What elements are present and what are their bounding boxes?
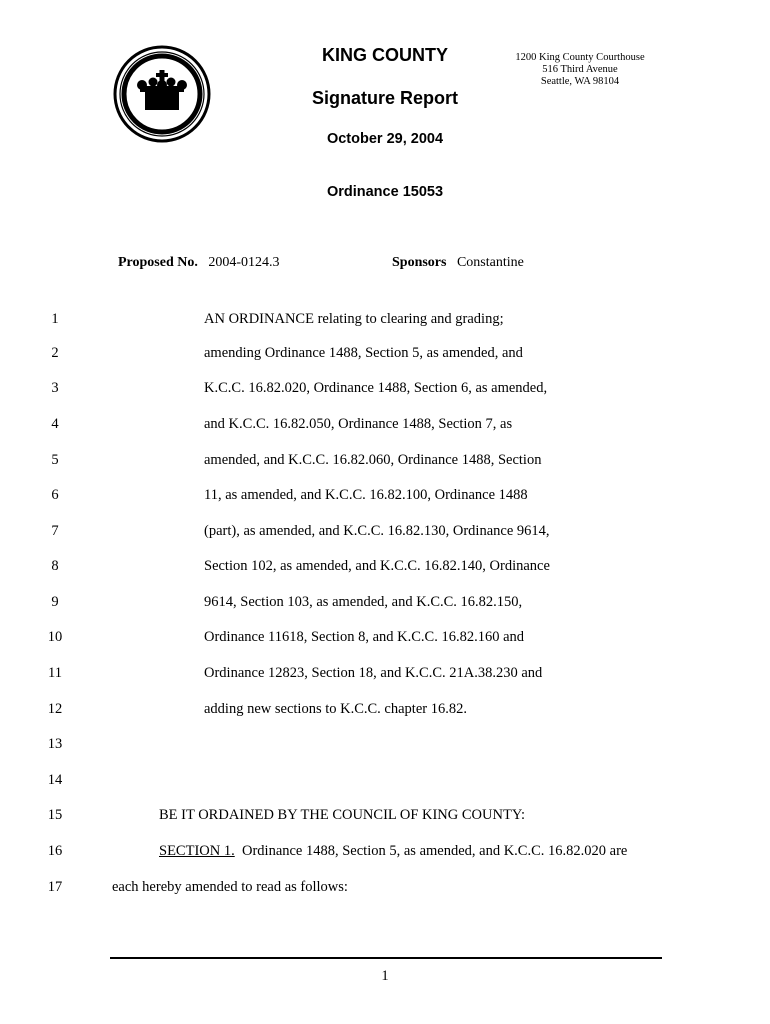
line-number: 1 [51, 311, 59, 327]
sponsors [392, 255, 524, 271]
proposed-label: Proposed No. [118, 255, 198, 270]
address-line: 516 Third Avenue [542, 64, 618, 75]
line-number: 10 [47, 629, 63, 645]
line-number: 7 [51, 523, 59, 539]
line-number: 13 [47, 736, 63, 752]
sponsors-value: Constantine [456, 255, 524, 270]
line-number: 16 [47, 843, 63, 859]
king-county-seal-logo [112, 44, 212, 144]
line-number: 11 [48, 665, 62, 681]
line-text: and K.C.C. 16.82.050, Ordinance 1488, Section 7, as [204, 416, 513, 432]
line-number: 15 [47, 807, 63, 823]
line-text: Ordinance 1488, Section 5, as amended, and K.C.C. 16.82.020 are [241, 843, 628, 859]
line-text: amending Ordinance 1488, Section 5, as amended, and [204, 345, 523, 361]
line-text: 9614, Section 103, as amended, and K.C.C. 16.82.150, [204, 594, 523, 610]
county-name: KING COUNTY [322, 45, 448, 65]
line-text: Section 102, as amended, and K.C.C. 16.82.140, Ordinance [204, 558, 550, 574]
enacting-clause: BE IT ORDAINED BY THE COUNCIL OF KING COUNTY: [159, 807, 525, 823]
line-text: amended, and K.C.C. 16.82.060, Ordinance 1488, Section [204, 452, 542, 468]
line-text: Ordinance 12823, Section 18, and K.C.C. 21A.38.230 and [204, 665, 543, 681]
address-line: Seattle, WA 98104 [540, 76, 620, 87]
line-text: adding new sections to K.C.C. chapter 16.82. [204, 701, 467, 717]
section-1-line [159, 843, 627, 860]
line-text: 11, as amended, and K.C.C. 16.82.100, Ordinance 1488 [204, 487, 528, 503]
address-block [500, 52, 660, 88]
line-number: 6 [51, 487, 59, 503]
line-number: 5 [51, 452, 59, 468]
line-number: 17 [47, 879, 63, 895]
section-heading: SECTION 1. [159, 843, 235, 859]
report-title: Signature Report [311, 88, 458, 108]
line-number: 8 [51, 558, 59, 574]
line-text: Ordinance 11618, Section 8, and K.C.C. 16.82.160 and [204, 629, 525, 645]
page-number: 1 [381, 968, 389, 984]
line-text: AN ORDINANCE relating to clearing and grading; [204, 311, 504, 327]
footer-divider [110, 957, 662, 959]
line-number: 4 [51, 416, 59, 432]
address-line: 1200 King County Courthouse [515, 52, 645, 63]
proposed-value: 2004-0124.3 [208, 255, 280, 270]
report-date: October 29, 2004 [326, 131, 444, 147]
sponsors-label: Sponsors [392, 255, 447, 270]
line-text: each hereby amended to read as follows: [112, 879, 348, 895]
ordinance-number: Ordinance 15053 [326, 184, 444, 200]
proposed-no [118, 255, 280, 271]
line-number: 3 [51, 380, 59, 396]
line-number: 2 [51, 345, 59, 361]
line-number: 12 [47, 701, 63, 717]
line-text: K.C.C. 16.82.020, Ordinance 1488, Section 6, as amended, [204, 380, 548, 396]
line-text: (part), as amended, and K.C.C. 16.82.130, Ordinance 9614, [204, 523, 550, 539]
line-number: 14 [47, 772, 63, 788]
line-number: 9 [51, 594, 59, 610]
